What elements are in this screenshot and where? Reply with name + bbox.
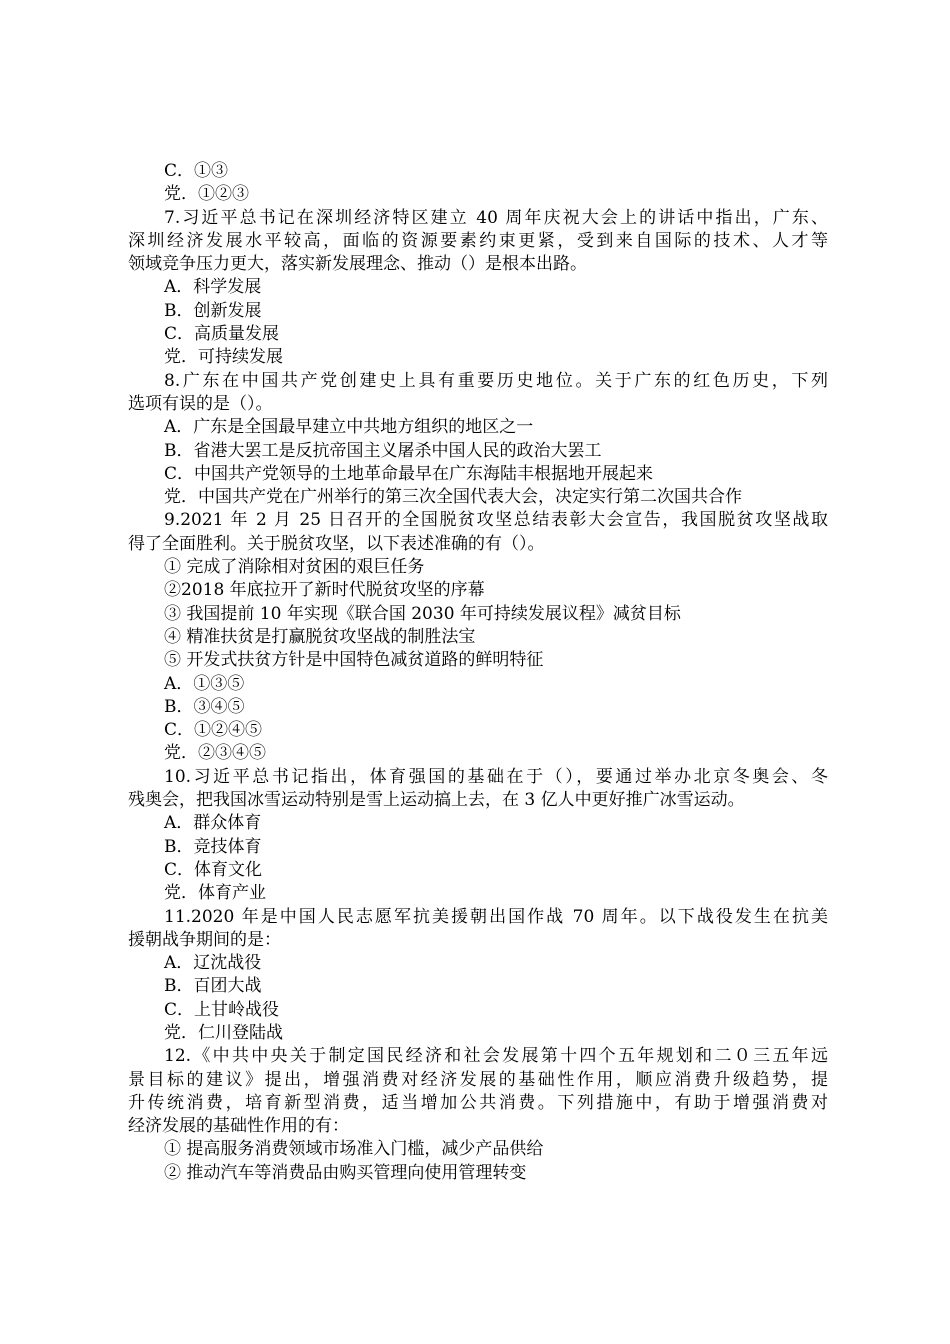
- q8-option-a: A．广东是全国最早建立中共地方组织的地区之一: [164, 417, 534, 438]
- q9-option-c: C．①②④⑤: [164, 720, 263, 741]
- q11-option-a: A．辽沈战役: [164, 953, 262, 974]
- q7-option-a: A．科学发展: [164, 277, 262, 298]
- q6-option-c: C．①③: [164, 161, 229, 181]
- q7-stem-line: 深圳经济发展水平较高，面临的资源要素约束更紧，受到来自国际的技术、人才等: [128, 230, 828, 251]
- q8-stem-line: 选项有误的是（）。: [128, 393, 273, 414]
- q7-option-b: B．创新发展: [164, 300, 262, 321]
- q12-stem-line: 升传统消费，培育新型消费，适当增加公共消费。下列措施中，有助于增强消费对: [128, 1092, 828, 1113]
- q12-stem-line: 景目标的建议》提出，增强消费对经济发展的基础性作用，顺应消费升级趋势，提: [128, 1069, 828, 1090]
- q8-option-b: B．省港大罢工是反抗帝国主义屠杀中国人民的政治大罢工: [164, 440, 602, 461]
- q7-stem-line: 7.习近平总书记在深圳经济特区建立 40 周年庆祝大会上的讲话中指出，广东、: [164, 207, 828, 228]
- q9-option-a: A．①③⑤: [164, 673, 245, 694]
- q10-option-d: 党．体育产业: [164, 883, 266, 904]
- q9-statement: ④ 精准扶贫是打赢脱贫攻坚战的制胜法宝: [164, 626, 476, 647]
- q7-stem-line: 领域竞争压力更大，落实新发展理念、推动（）是根本出路。: [128, 254, 587, 275]
- q12-statement: ① 提高服务消费领域市场准入门槛，减少产品供给: [164, 1139, 544, 1160]
- q12-stem-line: 经济发展的基础性作用的有：: [128, 1116, 349, 1137]
- q10-option-b: B．竞技体育: [164, 836, 262, 857]
- q9-option-b: B．③④⑤: [164, 696, 245, 717]
- q9-statement: ⑤ 开发式扶贫方针是中国特色减贫道路的鲜明特征: [164, 650, 544, 671]
- q8-option-c: C．中国共产党领导的土地革命最早在广东海陆丰根据地开展起来: [164, 463, 654, 484]
- q10-option-a: A．群众体育: [164, 813, 262, 834]
- q7-option-c: C．高质量发展: [164, 324, 280, 345]
- q11-stem-line: 11.2020 年是中国人民志愿军抗美援朝出国作战 70 周年。以下战役发生在抗美: [164, 906, 828, 927]
- q9-statement: ① 完成了消除相对贫困的艰巨任务: [164, 557, 425, 578]
- q6-option-d: 党．①②③: [164, 184, 249, 205]
- q9-option-d: 党．②③④⑤: [164, 743, 266, 764]
- q9-stem-line: 9.2021 年 2 月 25 日召开的全国脱贫攻坚总结表彰大会宣告，我国脱贫攻坚战取: [164, 510, 828, 531]
- q8-option-d: 党．中国共产党在广州举行的第三次全国代表大会，决定实行第二次国共合作: [164, 487, 742, 508]
- document-content: [128, 160, 828, 1185]
- q7-option-d: 党．可持续发展: [164, 347, 283, 368]
- q12-stem-line: 12.《中共中央关于制定国民经济和社会发展第十四个五年规划和二０三五年远: [164, 1046, 828, 1067]
- q8-stem-line: 8.广东在中国共产党创建史上具有重要历史地位。关于广东的红色历史，下列: [164, 370, 828, 391]
- q9-stem-line: 得了全面胜利。关于脱贫攻坚，以下表述准确的有（）。: [128, 533, 545, 554]
- q9-statement: ②2018 年底拉开了新时代脱贫攻坚的序幕: [164, 580, 485, 601]
- q11-option-d: 党．仁川登陆战: [164, 1022, 283, 1043]
- q9-statement: ③ 我国提前 10 年实现《联合国 2030 年可持续发展议程》减贫目标: [164, 603, 681, 624]
- q11-option-c: C．上甘岭战役: [164, 999, 280, 1020]
- q10-stem-line: 10.习近平总书记指出，体育强国的基础在于（），要通过举办北京冬奥会、冬: [164, 766, 828, 787]
- q10-option-c: C．体育文化: [164, 859, 263, 880]
- q11-option-b: B．百团大战: [164, 976, 262, 997]
- q12-statement: ② 推动汽车等消费品由购买管理向使用管理转变: [164, 1162, 527, 1183]
- q11-stem-line: 援朝战争期间的是：: [128, 929, 281, 950]
- q10-stem-line: 残奥会，把我国冰雪运动特别是雪上运动搞上去，在 3 亿人中更好推广冰雪运动。: [128, 790, 745, 811]
